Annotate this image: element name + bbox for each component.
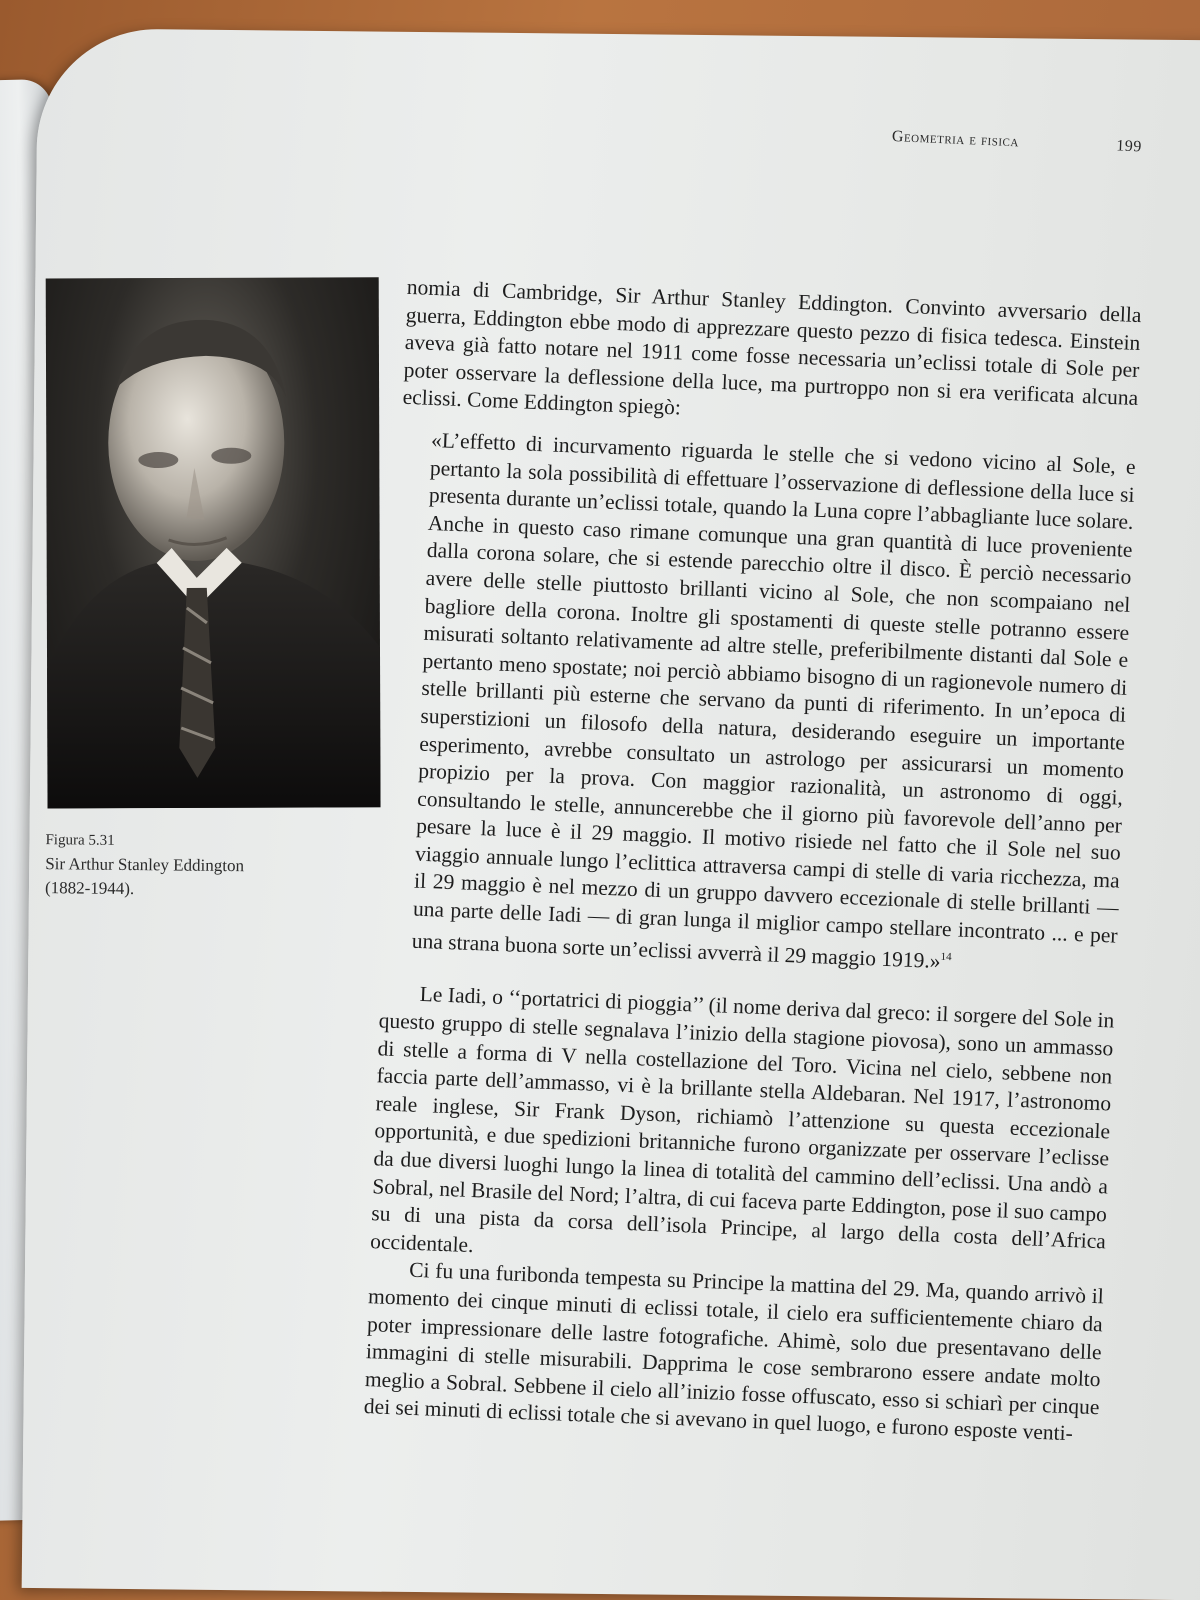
portrait-photo bbox=[46, 277, 381, 808]
main-text bbox=[363, 274, 1142, 1449]
caption-name: Sir Arthur Stanley Eddington bbox=[45, 854, 245, 876]
principe-paragraph: Ci fu una furibonda tempesta su Principe la mattina del 29. Ma, quando arrivò il momento dei cinque minuti di eclissi totale, il cielo era sufficientemente chiaro da poter impressionare delle lastre fotografiche. Ahimè, solo due presentavano delle immagini di stelle misurabili. Dapprima le cose sembrarono essere andate molto meglio a Sobral. Sebbene il cielo all’inizio fosse offuscato, esso si schiarì per cinque dei sei minuti di eclissi totale che si avevano in quel luogo, e furono esposte venti- bbox=[363, 1258, 1105, 1446]
figure-label: Figura 5.31 bbox=[45, 832, 115, 849]
running-title: Geometria e fisica bbox=[891, 128, 1020, 151]
hyades-paragraph: Le Iadi, o ‘‘portatrici di pioggia’’ (il nome deriva dal greco: il sorgere del Sole in questo gruppo di stelle segnalava l’inizio della stagione piovosa), sono un ammasso di stelle a forma di V nella costellazione del Toro. Vicina nel cielo, sebbene non faccia parte dell’ammasso, vi è la brillante stella Aldebaran. Nel 1917, l’astronomo reale inglese, Sir Frank Dyson, richiamò l’attenzione su questa eccezionale opportunità, e due spedizioni britanniche furono organizzate per osservare l’eclisse da due diversi luoghi lungo la linea di totalità del cammino dell’eclissi. Una andò a Sobral, nel Brasile del Nord; l’altra, di cui faceva parte Eddington, pose il suo campo su di una pista da corsa dell’isola Principe, al largo della costa dell’Africa occidentale. bbox=[369, 982, 1115, 1257]
footnote-reference: 14 bbox=[940, 950, 952, 963]
figure-caption bbox=[45, 828, 286, 903]
running-head bbox=[892, 128, 1143, 156]
page-number: 199 bbox=[1115, 137, 1143, 156]
portrait-illustration bbox=[46, 277, 381, 808]
intro-paragraph: nomia di Cambridge, Sir Arthur Stanley Eddington. Convinto avversario della guerra, Eddington ebbe modo di apprezzare questo pezzo di fisica tedesca. Einstein aveva già fatto notare nel 1911 come fosse necessaria un’eclissi totale di Sole per poter osservare la deflessione della luce, ma purtroppo non si era verificata alcuna eclissi. Come Eddington spiegò: bbox=[402, 274, 1142, 420]
caption-dates: (1882-1944). bbox=[44, 878, 135, 899]
book-page bbox=[22, 28, 1200, 1600]
quote-text: «L’effetto di incurvamento riguarda le stelle che si vedono vicino al Sole, e pertanto la sola possibilità di effettuare l’osservazione di deflessione della luce si presenta durante un’eclissi totale, quando la Luna copre l’abbagliante luce solare. Anche in questo caso rimane comunque una gran quantità di luce proveniente dalla corona solare, che si estende parecchio oltre il disco. È perciò necessario avere delle stelle piuttosto brillanti vicino al Sole, che non scompaiano nel bagliore della corona. Inoltre gli spostamenti di queste stelle potranno essere misurati soltanto relativamente ad altre stelle, preferibilmente distanti dal Sole e pertanto meno spostate; noi perciò abbiamo bisogno di un ragionevole numero di stelle brillanti più esterne che servano da punti di riferimento. In un’epoca di superstizioni un filosofo della natura, desiderando eseguire un importante esperimento, avrebbe consultato un astrologo per assicurarsi un momento propizio per la prova. Con maggior razionalità, un astronomo di oggi, consultando le stelle, annuncerebbe che il giorno più favorevole dell’anno per pesare la luce è il 29 maggio. Il motivo risiede nel fatto che il Sole nel suo viaggio annuale lungo l’eclittica attraversa campi di stelle di varia ricchezza, ma il 29 maggio è nel mezzo di un gruppo davvero eccezionale di stelle brillanti — una parte delle Iadi — di gran lunga il miglior campo stellare incontrato ... e per una strana buona sorte un’eclissi avverrà il 29 maggio 1919.» bbox=[411, 427, 1137, 973]
eddington-quote bbox=[411, 427, 1136, 982]
